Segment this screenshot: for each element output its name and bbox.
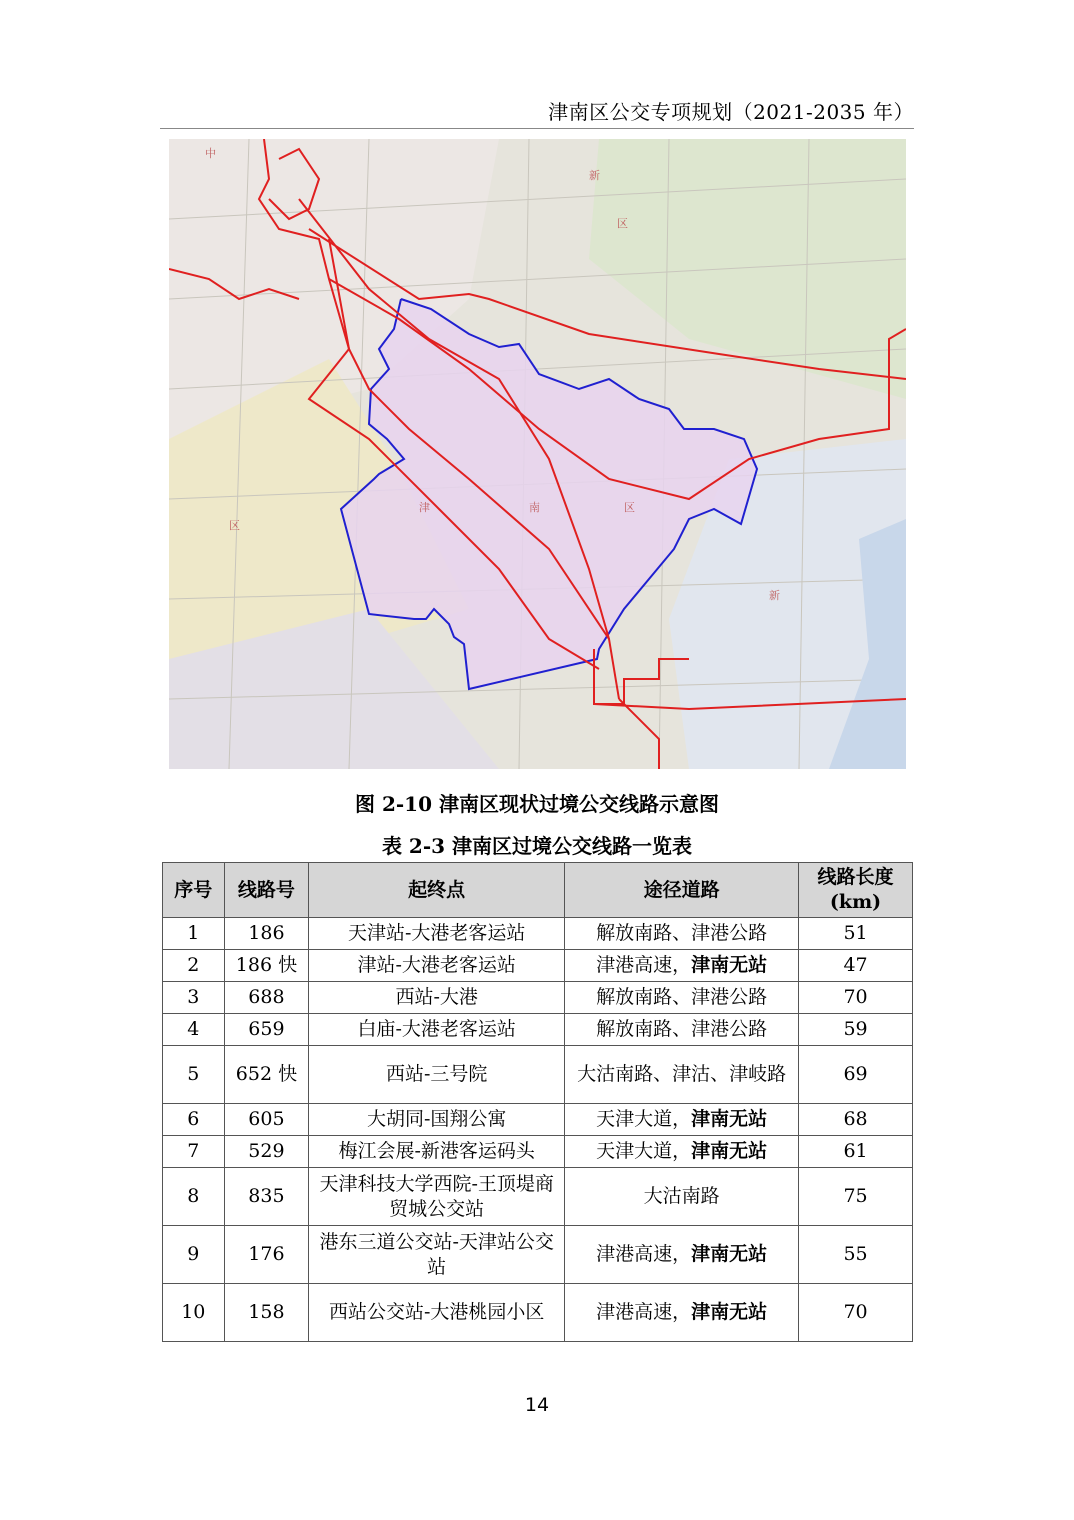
table-row [163,1136,913,1168]
cell-length: 51 [799,918,913,950]
table-row [163,950,913,982]
cell-no: 6 [163,1104,225,1136]
cell-no: 9 [163,1226,225,1284]
road-note: 津南无站 [691,1243,768,1265]
road-text: 津港高速， [596,954,692,976]
cell-length: 68 [799,1104,913,1136]
cell-line: 835 [224,1168,309,1226]
road-note: 津南无站 [691,954,768,976]
cell-line: 659 [224,1014,309,1046]
route-map-graphic [169,139,906,769]
cell-ends: 西站-大港 [309,982,565,1014]
table-row [163,1014,913,1046]
table-row [163,1046,913,1104]
svg-text:中: 中 [205,147,216,160]
road-text: 大沽南路 [643,1185,720,1207]
svg-text:区: 区 [617,217,628,230]
cell-length: 75 [799,1168,913,1226]
table-row [163,1168,913,1226]
col-header-length: 线路长度 (km) [799,863,913,918]
cell-ends: 西站-三号院 [309,1046,565,1104]
cell-road [565,1046,799,1104]
cell-no: 2 [163,950,225,982]
cell-line: 176 [224,1226,309,1284]
svg-text:津: 津 [419,501,430,514]
svg-text:南: 南 [529,501,540,514]
col-header-road: 途径道路 [565,863,799,918]
cell-no: 1 [163,918,225,950]
col-header-line: 线路号 [224,863,309,918]
cell-no: 8 [163,1168,225,1226]
table-header-row [163,863,913,918]
road-text: 津港高速， [596,1301,692,1323]
table-caption: 表 2-3 津南区过境公交线路一览表 [381,834,693,858]
cell-no: 3 [163,982,225,1014]
cell-line: 186 快 [224,950,309,982]
svg-text:新: 新 [589,169,600,182]
cell-road [565,918,799,950]
cell-line: 652 快 [224,1046,309,1104]
svg-text:区: 区 [229,519,240,532]
figure-caption: 图 2-10 津南区现状过境公交线路示意图 [355,792,719,816]
cell-road [565,1284,799,1342]
road-note: 津南无站 [691,1108,768,1130]
svg-text:新: 新 [769,589,780,602]
cell-line: 529 [224,1136,309,1168]
road-note: 津南无站 [691,1301,768,1323]
road-text: 天津大道， [596,1140,692,1162]
page-number: 14 [524,1394,550,1416]
table-row [163,918,913,950]
road-text: 解放南路、津港公路 [596,1018,768,1040]
cell-ends: 港东三道公交站-天津站公交站 [309,1226,565,1284]
col-header-ends: 起终点 [309,863,565,918]
road-text: 津港高速， [596,1243,692,1265]
cell-length: 47 [799,950,913,982]
cell-no: 7 [163,1136,225,1168]
table-row [163,1104,913,1136]
col-header-no: 序号 [163,863,225,918]
cell-line: 605 [224,1104,309,1136]
cell-ends: 西站公交站-大港桃园小区 [309,1284,565,1342]
cell-length: 69 [799,1046,913,1104]
cell-ends: 天津科技大学西院-王顶堤商贸城公交站 [309,1168,565,1226]
cell-length: 70 [799,982,913,1014]
table-row [163,1284,913,1342]
road-text: 大沽南路、津沽、津岐路 [577,1063,787,1085]
cell-ends: 天津站-大港老客运站 [309,918,565,950]
cell-line: 688 [224,982,309,1014]
road-note: 津南无站 [691,1140,768,1162]
cell-line: 186 [224,918,309,950]
header-title: 津南区公交专项规划（2021-2035 年） [548,100,914,124]
cell-road [565,1226,799,1284]
cell-no: 10 [163,1284,225,1342]
cell-ends: 梅江会展-新港客运码头 [309,1136,565,1168]
cell-road [565,1104,799,1136]
road-text: 天津大道， [596,1108,692,1130]
route-map [169,139,906,769]
table-row [163,1226,913,1284]
cell-road [565,982,799,1014]
cell-length: 55 [799,1226,913,1284]
cell-road [565,950,799,982]
cell-ends: 津站-大港老客运站 [309,950,565,982]
cell-length: 61 [799,1136,913,1168]
road-text: 解放南路、津港公路 [596,922,768,944]
cell-no: 5 [163,1046,225,1104]
road-text: 解放南路、津港公路 [596,986,768,1008]
cell-road [565,1014,799,1046]
cell-ends: 白庙-大港老客运站 [309,1014,565,1046]
cell-road [565,1168,799,1226]
cell-length: 70 [799,1284,913,1342]
cell-length: 59 [799,1014,913,1046]
table-row [163,982,913,1014]
svg-text:区: 区 [624,501,635,514]
transit-line-table [162,862,913,1342]
cell-no: 4 [163,1014,225,1046]
page-header [160,96,914,129]
cell-ends: 大胡同-国翔公寓 [309,1104,565,1136]
cell-line: 158 [224,1284,309,1342]
cell-road [565,1136,799,1168]
